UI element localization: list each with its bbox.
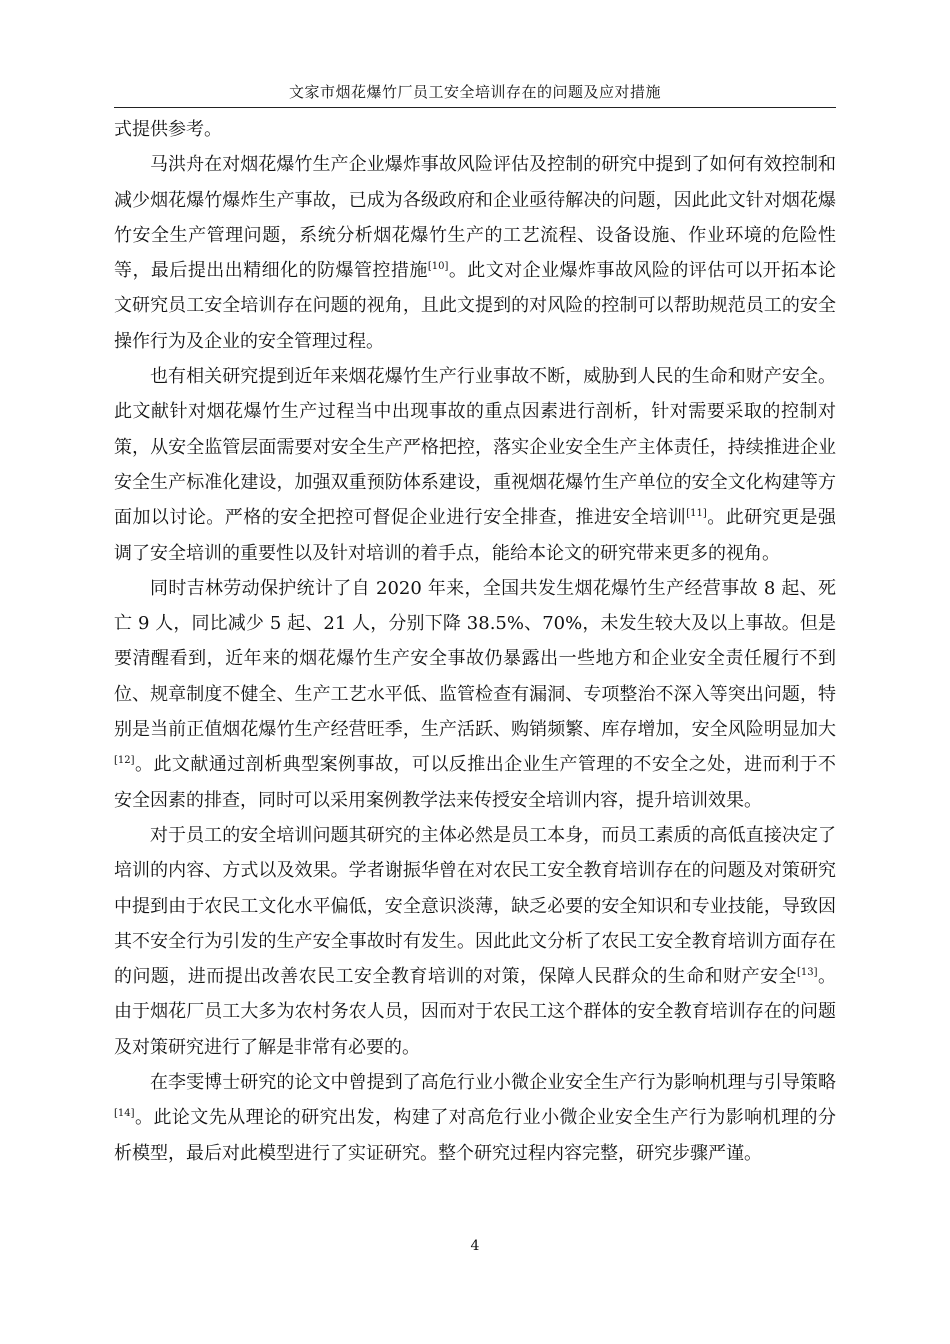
paragraph-text: 。此论文先从理论的研究出发，构建了对高危行业小微企业安全生产行为影响机理的分析模型，最后对此模型进行了实证研究。整个研究过程内容完整，研究步骤严谨。 [114, 1107, 836, 1164]
citation-mark: [11] [686, 508, 707, 520]
paragraph-text: 。此文对企业爆炸事故风险的评估可以开拓本论文研究员工安全培训存在问题的视角，且此文提到的对风险的控制可以帮助规范员工的安全操作行为及企业的安全管理过程。 [114, 260, 837, 352]
citation-mark: [12] [114, 755, 135, 767]
body-paragraph [114, 112, 836, 147]
citation-mark: [10] [427, 261, 449, 273]
paragraph-text: 对于员工的安全培训问题其研究的主体必然是员工本身，而员工素质的高低直接决定了培训的内容、方式以及效果。学者谢振华曾在对农民工安全教育培训存在的问题及对策研究中提到由于农民工文化水平偏低，安全意识淡薄，缺乏必要的安全知识和专业技能，导致因其不安全行为引发的生产安全事故时有发生。因此此文分析了农民工安全教育培训方面存在的问题，进而提出改善农民工安全教育培训的对策，保障人民群众的生命和财产安全 [114, 824, 836, 988]
paragraph-text: 同时吉林劳动保护统计了自 2020 年来，全国共发生烟花爆竹生产经营事故 8 起、死亡 9 人，同比减少 5 起、21 人，分别下降 38.5%、70%，未发生较大及以上事故。但是要清醒看到，近年来的烟花爆竹生产安全事故仍暴露出一些地方和企业安全责任履行不到位、规章制度不健全、生产工艺水平低、监管检查有漏洞、专项整治不深入等突出问题，特别是当前正值烟花爆竹生产经营旺季，生产活跃、购销频繁、库存增加，安全风险明显加大 [114, 577, 836, 741]
body-paragraph [114, 147, 836, 359]
page-number: 4 [470, 1238, 480, 1254]
running-header: 文家市烟花爆竹厂员工安全培训存在的问题及应对措施 [288, 83, 661, 101]
body-text [114, 112, 836, 1171]
citation-mark: [13] [797, 967, 818, 979]
body-paragraph [114, 359, 836, 571]
paragraph-text: 。此研究更是强调了安全培训的重要性以及针对培训的着手点，能给本论文的研究带来更多的视角。 [114, 507, 836, 564]
paragraph-text: 式提供参考。 [114, 119, 222, 140]
paragraph-text: 马洪舟在对烟花爆竹生产企业爆炸事故风险评估及控制的研究中提到了如何有效控制和减少烟花爆竹爆炸生产事故，已成为各级政府和企业亟待解决的问题，因此此文针对烟花爆竹安全生产管理问题，系统分析烟花爆竹生产的工艺流程、设备设施、作业环境的危险性等，最后提出出精细化的防爆管控措施 [114, 154, 836, 282]
paragraph-text: 在李雯博士研究的论文中曾提到了高危行业小微企业安全生产行为影响机理与引导策略 [150, 1072, 836, 1094]
paragraph-text: 。由于烟花厂员工大多为农村务农人员，因而对于农民工这个群体的安全教育培训存在的问题及对策研究进行了解是非常有必要的。 [114, 966, 837, 1058]
paragraph-text: 。此文献通过剖析典型案例事故，可以反推出企业生产管理的不安全之处，进而利于不安全因素的排查，同时可以采用案例教学法来传授安全培训内容，提升培训效果。 [114, 754, 836, 811]
body-paragraph [114, 571, 836, 818]
citation-mark: [14] [114, 1108, 135, 1120]
body-paragraph [114, 1065, 836, 1171]
header-rule [114, 107, 836, 108]
body-paragraph [114, 818, 836, 1065]
paragraph-text: 也有相关研究提到近年来烟花爆竹生产行业事故不断，威胁到人民的生命和财产安全。此文献针对烟花爆竹生产过程当中出现事故的重点因素进行剖析，针对需要采取的控制对策，从安全监管层面需要对安全生产严格把控，落实企业安全生产主体责任，持续推进企业安全生产标准化建设，加强双重预防体系建设，重视烟花爆竹生产单位的安全文化构建等方面加以讨论。严格的安全把控可督促企业进行安全排查，推进安全培训 [114, 366, 836, 529]
